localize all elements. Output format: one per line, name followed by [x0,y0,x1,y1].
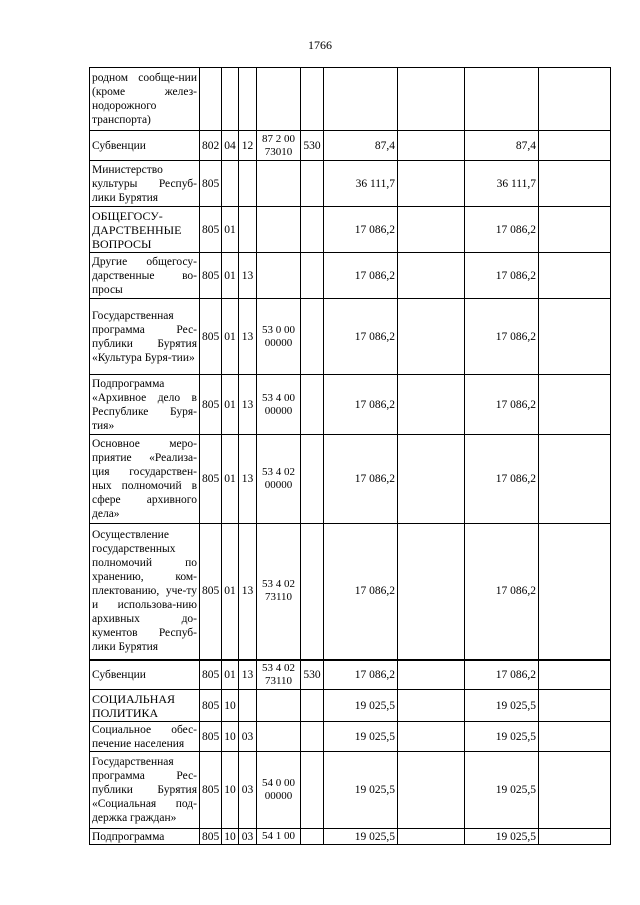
empty-cell [539,161,611,207]
grbs-code: 805 [200,660,222,690]
amount-2 [465,68,539,131]
expense-type-code [301,375,324,435]
table-row [90,435,611,524]
empty-cell [539,131,611,161]
empty-cell [539,660,611,690]
target-article-code [257,161,301,207]
empty-cell [398,68,465,131]
amount-1: 19 025,5 [324,829,398,845]
grbs-code: 805 [200,375,222,435]
section-code: 10 [222,690,239,722]
grbs-code: 805 [200,752,222,829]
amount-2: 19 025,5 [465,722,539,752]
target-article-code: 53 4 00 00000 [257,375,301,435]
grbs-code: 805 [200,435,222,524]
amount-2: 19 025,5 [465,752,539,829]
amount-1 [324,68,398,131]
amount-2: 17 086,2 [465,375,539,435]
row-name: Социальное обес-печение населения [90,722,200,752]
subsection-code: 13 [239,253,257,299]
expense-type-code [301,207,324,253]
empty-cell [539,435,611,524]
table-row [90,68,611,131]
empty-cell [398,161,465,207]
expense-type-code: 530 [301,131,324,161]
target-article-code: 53 4 02 73110 [257,660,301,690]
amount-1: 17 086,2 [324,207,398,253]
subsection-code: 13 [239,524,257,660]
section-code [222,68,239,131]
amount-1: 19 025,5 [324,752,398,829]
section-code: 01 [222,207,239,253]
target-article-code: 53 4 02 00000 [257,435,301,524]
empty-cell [539,829,611,845]
amount-2: 17 086,2 [465,299,539,375]
row-name: Подпрограмма [90,829,200,845]
table-row [90,722,611,752]
table-row [90,161,611,207]
empty-cell [398,660,465,690]
empty-cell [398,722,465,752]
subsection-code [239,161,257,207]
grbs-code: 805 [200,299,222,375]
expense-type-code [301,435,324,524]
target-article-code: 53 0 00 00000 [257,299,301,375]
table-row [90,253,611,299]
section-code: 01 [222,524,239,660]
expense-type-code [301,829,324,845]
row-name: родном сообще-нии (кроме желез-нодорожного транспорта) [90,68,200,131]
amount-1: 17 086,2 [324,375,398,435]
amount-1: 87,4 [324,131,398,161]
table-row [90,660,611,690]
amount-2: 87,4 [465,131,539,161]
subsection-code [239,207,257,253]
section-code: 01 [222,660,239,690]
empty-cell [398,207,465,253]
amount-2: 17 086,2 [465,524,539,660]
expense-type-code [301,690,324,722]
amount-1: 17 086,2 [324,524,398,660]
section-code [222,161,239,207]
amount-2: 19 025,5 [465,829,539,845]
target-article-code [257,253,301,299]
section-code: 01 [222,435,239,524]
row-name: СОЦИАЛЬНАЯ ПОЛИТИКА [90,690,200,722]
empty-cell [539,690,611,722]
grbs-code: 805 [200,690,222,722]
empty-cell [398,131,465,161]
amount-1: 19 025,5 [324,690,398,722]
amount-2: 36 111,7 [465,161,539,207]
empty-cell [539,752,611,829]
grbs-code: 805 [200,207,222,253]
amount-2: 17 086,2 [465,435,539,524]
table-row [90,524,611,660]
expense-type-code [301,253,324,299]
section-code: 01 [222,375,239,435]
grbs-code: 805 [200,829,222,845]
expense-type-code [301,161,324,207]
empty-cell [398,253,465,299]
section-code: 10 [222,829,239,845]
empty-cell [398,524,465,660]
expense-type-code [301,68,324,131]
subsection-code: 03 [239,752,257,829]
target-article-code [257,68,301,131]
subsection-code: 12 [239,131,257,161]
table-row [90,375,611,435]
empty-cell [398,690,465,722]
section-code: 10 [222,752,239,829]
grbs-code [200,68,222,131]
amount-1: 17 086,2 [324,253,398,299]
empty-cell [539,375,611,435]
subsection-code: 13 [239,299,257,375]
table-row [90,829,611,845]
subsection-code [239,690,257,722]
amount-2: 17 086,2 [465,660,539,690]
grbs-code: 805 [200,161,222,207]
empty-cell [398,829,465,845]
table-row [90,207,611,253]
expense-type-code [301,524,324,660]
page-number: 1766 [308,38,332,52]
grbs-code: 805 [200,722,222,752]
target-article-code: 54 0 00 00000 [257,752,301,829]
row-name: Государственная программа Рес-публики Бурятия «Культура Буря-тии» [90,299,200,375]
row-name: Осуществление государственных полномочий по хранению, ком-плектованию, уче-ту и использова-нию архивных до-кументов Респуб-лики Бурятия [90,524,200,660]
target-article-code [257,690,301,722]
section-code: 10 [222,722,239,752]
row-name: Субвенции [90,131,200,161]
empty-cell [539,722,611,752]
budget-table [89,67,611,845]
empty-cell [539,68,611,131]
subsection-code: 13 [239,375,257,435]
grbs-code: 805 [200,524,222,660]
empty-cell [539,524,611,660]
empty-cell [398,375,465,435]
row-name: Основное меро-приятие «Реализа-ция государствен-ных полномочий в сфере архивного дела» [90,435,200,524]
subsection-code: 03 [239,722,257,752]
subsection-code: 13 [239,660,257,690]
grbs-code: 802 [200,131,222,161]
table-row [90,752,611,829]
row-name: Субвенции [90,660,200,690]
section-code: 04 [222,131,239,161]
empty-cell [539,299,611,375]
row-name: ОБЩЕГОСУ-ДАРСТВЕННЫЕ ВОПРОСЫ [90,207,200,253]
amount-1: 36 111,7 [324,161,398,207]
target-article-code: 54 1 00 [257,829,301,845]
table-row [90,299,611,375]
empty-cell [539,207,611,253]
expense-type-code: 530 [301,660,324,690]
subsection-code [239,68,257,131]
row-name: Другие общегосу-дарственные во-просы [90,253,200,299]
target-article-code: 53 4 02 73110 [257,524,301,660]
target-article-code [257,722,301,752]
amount-1: 17 086,2 [324,299,398,375]
table-row [90,131,611,161]
expense-type-code [301,299,324,375]
amount-1: 17 086,2 [324,435,398,524]
grbs-code: 805 [200,253,222,299]
empty-cell [539,253,611,299]
expense-type-code [301,722,324,752]
row-name: Подпрограмма «Архивное дело в Республике Буря-тия» [90,375,200,435]
target-article-code: 87 2 00 73010 [257,131,301,161]
amount-2: 17 086,2 [465,207,539,253]
subsection-code: 13 [239,435,257,524]
expense-type-code [301,752,324,829]
amount-2: 19 025,5 [465,690,539,722]
target-article-code [257,207,301,253]
subsection-code: 03 [239,829,257,845]
section-code: 01 [222,299,239,375]
empty-cell [398,752,465,829]
amount-1: 19 025,5 [324,722,398,752]
amount-2: 17 086,2 [465,253,539,299]
empty-cell [398,435,465,524]
section-code: 01 [222,253,239,299]
row-name: Министерство культуры Респуб-лики Бурятия [90,161,200,207]
row-name: Государственная программа Рес-публики Бурятия «Социальная под-держка граждан» [90,752,200,829]
empty-cell [398,299,465,375]
table-row [90,690,611,722]
amount-1: 17 086,2 [324,660,398,690]
